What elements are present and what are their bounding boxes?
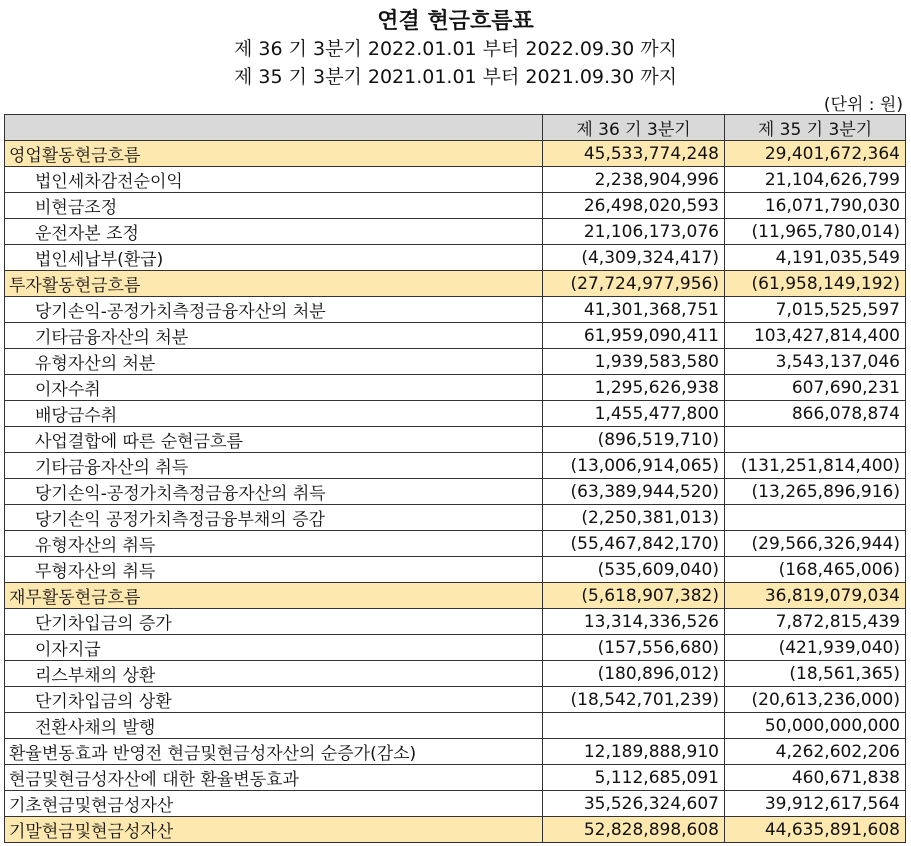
prior-period-value: 4,191,035,549 (725, 245, 906, 271)
row-label: 기초현금및현금성자산 (5, 791, 543, 817)
prior-period-value: (11,965,780,014) (725, 219, 906, 245)
row-label: 법인세차감전순이익 (5, 167, 543, 193)
current-period-value: (13,006,914,065) (543, 453, 725, 479)
row-label: 투자활동현금흐름 (5, 271, 543, 297)
table-row (5, 375, 906, 401)
table-row (5, 531, 906, 557)
period-prior: 제 35 기 3분기 2021.01.01 부터 2021.09.30 까지 (234, 66, 677, 88)
current-period-value: 1,295,626,938 (543, 375, 725, 401)
prior-period-value: 29,401,672,364 (725, 141, 906, 167)
prior-period-value: (20,613,236,000) (725, 687, 906, 713)
table-row (5, 583, 906, 609)
prior-period-value: 44,635,891,608 (725, 817, 906, 843)
prior-period-value: (29,566,326,944) (725, 531, 906, 557)
table-row (5, 713, 906, 739)
prior-period-value (725, 505, 906, 531)
row-label: 당기손익-공정가치측정금융자산의 취득 (5, 479, 543, 505)
prior-period-value: 607,690,231 (725, 375, 906, 401)
table-row (5, 791, 906, 817)
table-row (5, 427, 906, 453)
prior-period-value: (131,251,814,400) (725, 453, 906, 479)
row-label: 이자수취 (5, 375, 543, 401)
table-row (5, 271, 906, 297)
prior-period-value: (13,265,896,916) (725, 479, 906, 505)
current-period-value: (63,389,944,520) (543, 479, 725, 505)
table-row (5, 635, 906, 661)
current-period-value: (535,609,040) (543, 557, 725, 583)
current-period-value: (5,618,907,382) (543, 583, 725, 609)
current-period-value: 52,828,898,608 (543, 817, 725, 843)
prior-period-value: 21,104,626,799 (725, 167, 906, 193)
row-label: 유형자산의 처분 (5, 349, 543, 375)
current-period-value: (4,309,324,417) (543, 245, 725, 271)
current-period-value: 45,533,774,248 (543, 141, 725, 167)
current-period-value: (180,896,012) (543, 661, 725, 687)
prior-period-value: 460,671,838 (725, 765, 906, 791)
prior-period-value: 36,819,079,034 (725, 583, 906, 609)
current-period-value: 1,455,477,800 (543, 401, 725, 427)
prior-period-value: 103,427,814,400 (725, 323, 906, 349)
table-row (5, 765, 906, 791)
prior-period-value: (18,561,365) (725, 661, 906, 687)
current-period-value: 41,301,368,751 (543, 297, 725, 323)
table-row (5, 401, 906, 427)
prior-period-value: 39,912,617,564 (725, 791, 906, 817)
table-row (5, 687, 906, 713)
row-label: 기말현금및현금성자산 (5, 817, 543, 843)
row-label: 유형자산의 취득 (5, 531, 543, 557)
row-label: 환율변동효과 반영전 현금및현금성자산의 순증가(감소) (5, 739, 543, 765)
prior-period-value: 866,078,874 (725, 401, 906, 427)
current-period-value: 26,498,020,593 (543, 193, 725, 219)
row-label: 당기손익-공정가치측정금융자산의 처분 (5, 297, 543, 323)
row-label: 무형자산의 취득 (5, 557, 543, 583)
current-period-value: 1,939,583,580 (543, 349, 725, 375)
row-label: 단기차입금의 상환 (5, 687, 543, 713)
table-row (5, 323, 906, 349)
header-label-column (5, 115, 543, 141)
row-label: 영업활동현금흐름 (5, 141, 543, 167)
prior-period-value: (421,939,040) (725, 635, 906, 661)
table-row (5, 609, 906, 635)
current-period-value: 21,106,173,076 (543, 219, 725, 245)
table-header-row (5, 115, 906, 141)
current-period-value: 12,189,888,910 (543, 739, 725, 765)
header-current-period: 제 36 기 3분기 (543, 115, 725, 141)
prior-period-value: 50,000,000,000 (725, 713, 906, 739)
table-row (5, 167, 906, 193)
current-period-value: (27,724,977,956) (543, 271, 725, 297)
table-row (5, 505, 906, 531)
table-row (5, 245, 906, 271)
current-period-value: (2,250,381,013) (543, 505, 725, 531)
prior-period-value: 4,262,602,206 (725, 739, 906, 765)
row-label: 비현금조정 (5, 193, 543, 219)
table-row (5, 453, 906, 479)
row-label: 단기차입금의 증가 (5, 609, 543, 635)
row-label: 리스부채의 상환 (5, 661, 543, 687)
table-row (5, 479, 906, 505)
current-period-value: 35,526,324,607 (543, 791, 725, 817)
prior-period-value: (168,465,006) (725, 557, 906, 583)
unit-label: (단위 : 원) (823, 95, 903, 115)
row-label: 기타금융자산의 처분 (5, 323, 543, 349)
current-period-value: 2,238,904,996 (543, 167, 725, 193)
current-period-value: (18,542,701,239) (543, 687, 725, 713)
row-label: 당기손익 공정가치측정금융부채의 증감 (5, 505, 543, 531)
table-row (5, 817, 906, 843)
table-row (5, 297, 906, 323)
prior-period-value: 7,015,525,597 (725, 297, 906, 323)
prior-period-value: 7,872,815,439 (725, 609, 906, 635)
current-period-value: (157,556,680) (543, 635, 725, 661)
table-row (5, 739, 906, 765)
table-row (5, 661, 906, 687)
current-period-value: 13,314,336,526 (543, 609, 725, 635)
table-row (5, 141, 906, 167)
row-label: 법인세납부(환급) (5, 245, 543, 271)
row-label: 현금및현금성자산에 대한 환율변동효과 (5, 765, 543, 791)
table-row (5, 193, 906, 219)
row-label: 전환사채의 발행 (5, 713, 543, 739)
prior-period-value: (61,958,149,192) (725, 271, 906, 297)
current-period-value: (896,519,710) (543, 427, 725, 453)
table-row (5, 219, 906, 245)
row-label: 사업결합에 따른 순현금흐름 (5, 427, 543, 453)
period-current: 제 36 기 3분기 2022.01.01 부터 2022.09.30 까지 (234, 38, 677, 60)
header-prior-period: 제 35 기 3분기 (725, 115, 906, 141)
row-label: 이자지급 (5, 635, 543, 661)
table-row (5, 349, 906, 375)
row-label: 기타금융자산의 취득 (5, 453, 543, 479)
current-period-value (543, 713, 725, 739)
prior-period-value (725, 427, 906, 453)
current-period-value: 5,112,685,091 (543, 765, 725, 791)
current-period-value: (55,467,842,170) (543, 531, 725, 557)
statement-title: 연결 현금흐름표 (377, 8, 534, 34)
table-row (5, 557, 906, 583)
row-label: 운전자본 조정 (5, 219, 543, 245)
table-body (5, 141, 906, 843)
current-period-value: 61,959,090,411 (543, 323, 725, 349)
row-label: 재무활동현금흐름 (5, 583, 543, 609)
cash-flow-table (4, 114, 906, 843)
prior-period-value: 16,071,790,030 (725, 193, 906, 219)
row-label: 배당금수취 (5, 401, 543, 427)
prior-period-value: 3,543,137,046 (725, 349, 906, 375)
